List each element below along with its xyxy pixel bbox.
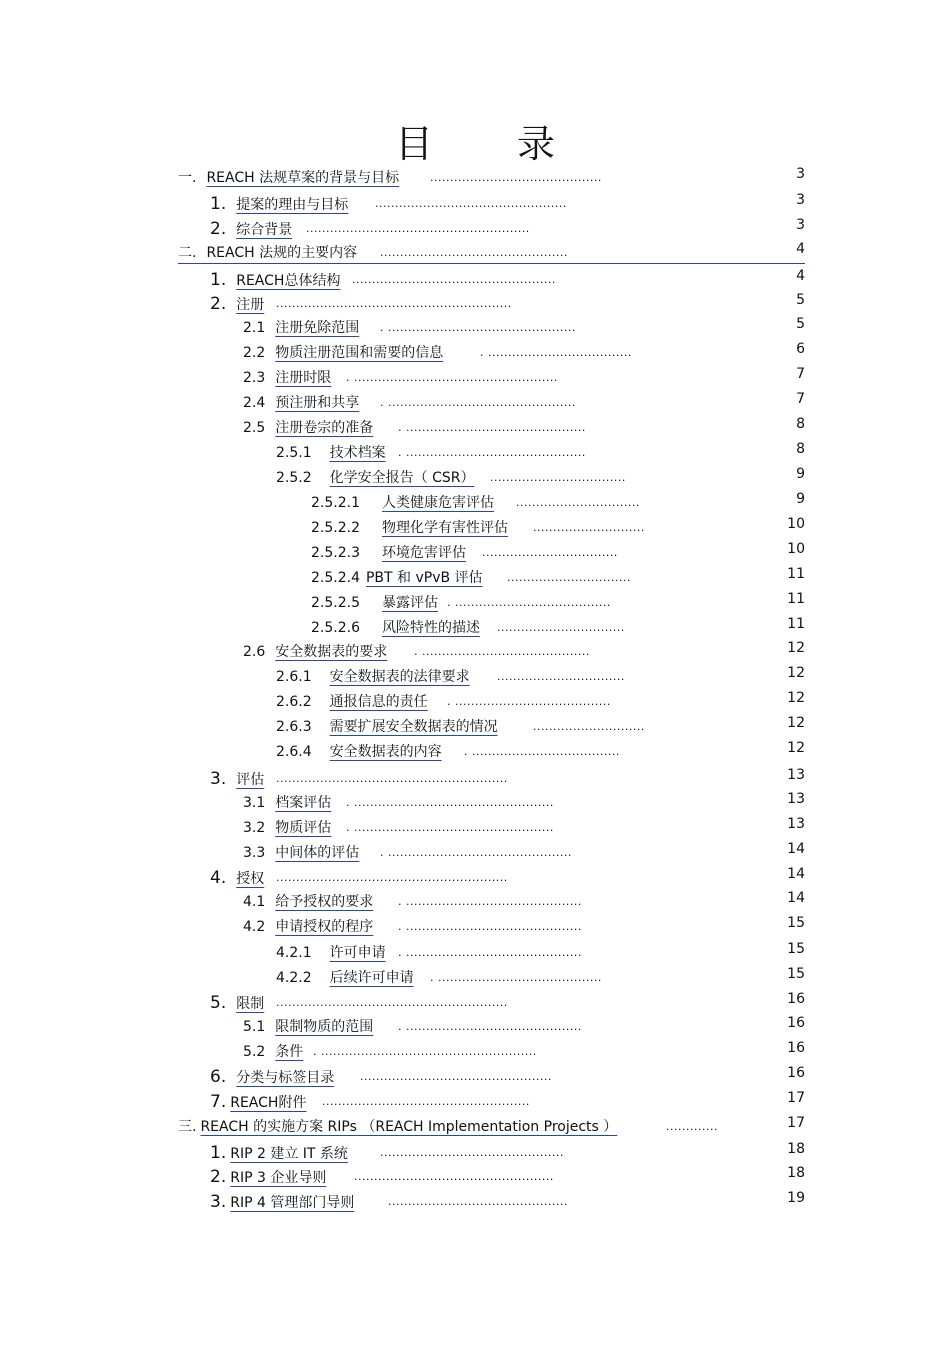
toc-entry-number: 2.6.2 bbox=[276, 694, 312, 710]
toc-entry-label: 注册 bbox=[236, 297, 265, 313]
toc-entry-number: 2. bbox=[210, 1167, 227, 1187]
toc-entry[interactable] bbox=[243, 816, 331, 840]
toc-entry-label: 许可申请 bbox=[329, 945, 386, 961]
toc-entry[interactable] bbox=[243, 416, 373, 440]
toc-page-number: 8 bbox=[796, 416, 805, 432]
toc-entry-number: 2.5.2 bbox=[276, 470, 312, 486]
toc-entry-number: 2.6.3 bbox=[276, 719, 312, 735]
toc-entry-label: 提案的理由与目标 bbox=[236, 197, 349, 213]
toc-entry[interactable] bbox=[243, 316, 359, 340]
toc-entry-number: 2. bbox=[210, 294, 227, 314]
dot-leader: ................................ bbox=[497, 621, 625, 634]
toc-entry-label: 通报信息的责任 bbox=[329, 694, 428, 710]
dot-leader: . ............................................. bbox=[398, 421, 586, 434]
toc-page-number: 15 bbox=[787, 915, 805, 931]
section-underline bbox=[178, 263, 805, 264]
toc-entry[interactable] bbox=[243, 391, 359, 415]
toc-entry[interactable] bbox=[311, 591, 438, 615]
toc-entry-label: 暴露评估 bbox=[381, 595, 438, 611]
toc-page-number: 12 bbox=[787, 690, 805, 706]
toc-entry-label: 预注册和共享 bbox=[275, 395, 360, 411]
toc-entry-label: 中间体的评估 bbox=[275, 845, 360, 861]
toc-page-number: 7 bbox=[796, 366, 805, 382]
toc-entry-number: 2.5.2.1 bbox=[311, 495, 360, 511]
dot-leader: . ............................................. bbox=[398, 446, 586, 459]
toc-entry[interactable] bbox=[210, 192, 348, 216]
toc-page-number: 11 bbox=[787, 616, 805, 632]
toc-page-number: 9 bbox=[796, 491, 805, 507]
toc-entry-label: REACH附件 bbox=[230, 1095, 307, 1111]
toc-entry[interactable] bbox=[311, 516, 508, 540]
toc-page-number: 4 bbox=[796, 268, 805, 284]
toc-entry-label: PBT 和 vPvB 评估 bbox=[365, 570, 483, 586]
toc-page-number: 14 bbox=[787, 841, 805, 857]
toc-page-number: 3 bbox=[796, 217, 805, 233]
dot-leader: . ..................................... bbox=[464, 745, 620, 758]
toc-entry-label: 注册时限 bbox=[275, 370, 332, 386]
dot-leader: ................................................... bbox=[352, 273, 556, 286]
toc-entry[interactable] bbox=[243, 1040, 303, 1064]
dot-leader: .................................. bbox=[490, 471, 626, 484]
toc-entry-number: 4.2.2 bbox=[276, 970, 312, 986]
dot-leader: ................................................ bbox=[360, 1070, 552, 1083]
toc-entry-number: 2.5.2.3 bbox=[311, 545, 360, 561]
toc-entry[interactable] bbox=[276, 690, 428, 714]
dot-leader: . ............................................ bbox=[398, 946, 582, 959]
toc-page-number: 14 bbox=[787, 866, 805, 882]
toc-entry-label: 物理化学有害性评估 bbox=[381, 520, 508, 536]
dot-leader: . .................................................. bbox=[346, 821, 554, 834]
toc-entry-number: 2.5 bbox=[243, 420, 266, 436]
toc-entry-number: 一. bbox=[178, 170, 197, 186]
toc-entry-number: 6. bbox=[210, 1067, 227, 1087]
toc-page-number: 8 bbox=[796, 441, 805, 457]
toc-entry-number: 3. bbox=[210, 1192, 227, 1212]
toc-entry-label: 风险特性的描述 bbox=[381, 620, 480, 636]
dot-leader: . .......................................... bbox=[414, 645, 590, 658]
toc-entry[interactable] bbox=[210, 1190, 354, 1214]
toc-page-number: 15 bbox=[787, 966, 805, 982]
toc-entry-number: 2.5.2.2 bbox=[311, 520, 360, 536]
dot-leader: ............................ bbox=[533, 521, 645, 534]
toc-page-number: 18 bbox=[787, 1141, 805, 1157]
toc-entry-label: 物质评估 bbox=[275, 820, 332, 836]
toc-page-number: 19 bbox=[787, 1190, 805, 1206]
toc-entry-number: 2.6 bbox=[243, 644, 266, 660]
dot-leader: .................................................... bbox=[322, 1095, 530, 1108]
dot-leader: ........................................... bbox=[430, 171, 602, 184]
toc-entry-number: 三. bbox=[178, 1119, 197, 1135]
toc-entry-label: 物质注册范围和需要的信息 bbox=[275, 345, 444, 361]
toc-entry-number: 1. bbox=[210, 270, 227, 290]
toc-entry-label: 综合背景 bbox=[236, 222, 293, 238]
toc-entry[interactable] bbox=[243, 1015, 373, 1039]
toc-entry-label: 人类健康危害评估 bbox=[381, 495, 494, 511]
toc-page-number: 5 bbox=[796, 316, 805, 332]
toc-entry[interactable] bbox=[178, 166, 399, 190]
dot-leader: . ......................................... bbox=[430, 971, 602, 984]
toc-entry[interactable] bbox=[311, 541, 466, 565]
toc-entry[interactable] bbox=[210, 1090, 306, 1114]
toc-entry-number: 3.1 bbox=[243, 795, 266, 811]
toc-entry-label: RIP 2 建立 IT 系统 bbox=[230, 1146, 348, 1162]
toc-page-number: 4 bbox=[796, 241, 805, 257]
toc-entry[interactable] bbox=[243, 841, 359, 865]
dot-leader: ................................ bbox=[497, 670, 625, 683]
toc-entry-number: 5.2 bbox=[243, 1044, 266, 1060]
toc-entry-label: 安全数据表的要求 bbox=[275, 644, 388, 660]
toc-page-number: 12 bbox=[787, 665, 805, 681]
toc-entry[interactable] bbox=[243, 915, 373, 939]
toc-page-number: 11 bbox=[787, 591, 805, 607]
toc-entry[interactable] bbox=[276, 740, 442, 764]
dot-leader: ............................................... bbox=[380, 246, 568, 259]
toc-page-number: 16 bbox=[787, 1065, 805, 1081]
toc-entry-label: 化学安全报告（ CSR） bbox=[329, 470, 475, 486]
toc-entry[interactable] bbox=[178, 1115, 617, 1139]
toc-entry-number: 2.5.2.6 bbox=[311, 620, 360, 636]
toc-entry-label: 需要扩展安全数据表的情况 bbox=[329, 719, 498, 735]
dot-leader: ............................... bbox=[507, 571, 631, 584]
toc-entry-number: 2.3 bbox=[243, 370, 266, 386]
dot-leader: . ............................................... bbox=[380, 396, 576, 409]
toc-page-number: 12 bbox=[787, 715, 805, 731]
toc-entry-label: 给予授权的要求 bbox=[275, 894, 374, 910]
dot-leader: . .................................................. bbox=[346, 796, 554, 809]
toc-entry-label: RIP 3 企业导则 bbox=[230, 1170, 327, 1186]
toc-page-number: 17 bbox=[787, 1090, 805, 1106]
toc-page-number: 16 bbox=[787, 1040, 805, 1056]
toc-entry[interactable] bbox=[210, 1141, 348, 1165]
toc-entry-number: 4.1 bbox=[243, 894, 266, 910]
toc-page-number: 6 bbox=[796, 341, 805, 357]
toc-entry[interactable] bbox=[276, 966, 414, 990]
toc-page-number: 10 bbox=[787, 516, 805, 532]
toc-entry[interactable] bbox=[210, 866, 264, 890]
toc-entry-label: 档案评估 bbox=[275, 795, 332, 811]
toc-page-number: 12 bbox=[787, 640, 805, 656]
toc-entry-label: 安全数据表的内容 bbox=[329, 744, 442, 760]
toc-page-number: 13 bbox=[787, 767, 805, 783]
dot-leader: .......................................................... bbox=[276, 996, 508, 1009]
toc-entry-label: RIP 4 管理部门导则 bbox=[230, 1195, 355, 1211]
dot-leader: .................................. bbox=[482, 546, 618, 559]
toc-entry-label: 条件 bbox=[275, 1044, 304, 1060]
toc-page-number: 16 bbox=[787, 1015, 805, 1031]
dot-leader: ............................ bbox=[533, 720, 645, 733]
toc-page-number: 18 bbox=[787, 1165, 805, 1181]
toc-entry-number: 2.1 bbox=[243, 320, 266, 336]
toc-entry[interactable] bbox=[311, 491, 494, 515]
dot-leader: . ....................................... bbox=[447, 695, 611, 708]
dot-leader: . ................................................... bbox=[346, 371, 558, 384]
toc-entry-number: 4.2 bbox=[243, 919, 266, 935]
toc-entry[interactable] bbox=[178, 241, 357, 265]
toc-page-number: 11 bbox=[787, 566, 805, 582]
toc-entry-number: 3. bbox=[210, 769, 227, 789]
toc-page-number: 3 bbox=[796, 166, 805, 182]
toc-entry-number: 3.2 bbox=[243, 820, 266, 836]
toc-entry-label: 注册卷宗的准备 bbox=[275, 420, 374, 436]
toc-entry-label: REACH 法规的主要内容 bbox=[206, 245, 358, 261]
toc-entry-label: 注册免除范围 bbox=[275, 320, 360, 336]
toc-page-number: 17 bbox=[787, 1115, 805, 1131]
toc-entry[interactable] bbox=[243, 366, 331, 390]
dot-leader: ............................... bbox=[516, 496, 640, 509]
dot-leader: ............. bbox=[666, 1120, 718, 1133]
toc-entry-number: 2. bbox=[210, 219, 227, 239]
toc-page-number: 16 bbox=[787, 991, 805, 1007]
toc-page-number: 7 bbox=[796, 391, 805, 407]
toc-page-number: 15 bbox=[787, 941, 805, 957]
toc-page-number: 10 bbox=[787, 541, 805, 557]
toc-entry[interactable] bbox=[243, 791, 331, 815]
toc-entry-number: 2.6.1 bbox=[276, 669, 312, 685]
toc-entry-number: 5. bbox=[210, 993, 227, 1013]
toc-entry[interactable] bbox=[311, 566, 483, 590]
page-title: 目 录 bbox=[394, 122, 592, 166]
dot-leader: ........................................................ bbox=[306, 222, 530, 235]
toc-entry[interactable] bbox=[210, 1165, 326, 1189]
toc-entry-number: 2.4 bbox=[243, 395, 266, 411]
toc-entry-label: 安全数据表的法律要求 bbox=[329, 669, 470, 685]
toc-entry-number: 2.5.2.4 bbox=[311, 570, 360, 586]
toc-entry-number: 2.2 bbox=[243, 345, 266, 361]
dot-leader: .......................................................... bbox=[276, 772, 508, 785]
toc-page-number: 9 bbox=[796, 466, 805, 482]
toc-page-number: 13 bbox=[787, 816, 805, 832]
dot-leader: ............................................. bbox=[388, 1195, 568, 1208]
toc-entry-number: 4. bbox=[210, 868, 227, 888]
toc-entry[interactable] bbox=[210, 292, 264, 316]
toc-entry[interactable] bbox=[210, 268, 340, 292]
toc-page-number: 14 bbox=[787, 890, 805, 906]
dot-leader: . ............................................ bbox=[398, 895, 582, 908]
toc-entry-label: REACH总体结构 bbox=[236, 273, 341, 289]
dot-leader: .......................................................... bbox=[276, 871, 508, 884]
dot-leader: ................................................ bbox=[375, 197, 567, 210]
toc-page-number: 5 bbox=[796, 292, 805, 308]
toc-entry[interactable] bbox=[243, 640, 387, 664]
dot-leader: . ............................................ bbox=[398, 920, 582, 933]
toc-entry-number: 3.3 bbox=[243, 845, 266, 861]
toc-entry-label: 环境危害评估 bbox=[381, 545, 466, 561]
toc-entry[interactable] bbox=[243, 890, 373, 914]
dot-leader: . ....................................... bbox=[447, 596, 611, 609]
toc-entry-number: 二. bbox=[178, 245, 197, 261]
toc-entry[interactable] bbox=[276, 941, 386, 965]
toc-page-number: 3 bbox=[796, 192, 805, 208]
toc-entry-label: 评估 bbox=[236, 772, 265, 788]
toc-entry[interactable] bbox=[210, 1065, 334, 1089]
toc-entry[interactable] bbox=[276, 665, 470, 689]
toc-entry[interactable] bbox=[210, 991, 264, 1015]
dot-leader: . ............................................... bbox=[380, 321, 576, 334]
dot-leader: . .............................................. bbox=[380, 846, 572, 859]
toc-entry-label: 申请授权的程序 bbox=[275, 919, 374, 935]
toc-entry[interactable] bbox=[243, 341, 443, 365]
toc-entry-number: 5.1 bbox=[243, 1019, 266, 1035]
toc-entry-number: 2.5.2.5 bbox=[311, 595, 360, 611]
dot-leader: .............................................. bbox=[380, 1146, 564, 1159]
toc-entry-label: 分类与标签目录 bbox=[236, 1070, 335, 1086]
toc-entry-number: 1. bbox=[210, 194, 227, 214]
toc-entry[interactable] bbox=[276, 441, 386, 465]
toc-entry[interactable] bbox=[311, 616, 480, 640]
toc-entry-number: 1. bbox=[210, 1143, 227, 1163]
toc-entry-number: 7. bbox=[210, 1092, 227, 1112]
toc-entry-number: 4.2.1 bbox=[276, 945, 312, 961]
dot-leader: .................................................. bbox=[354, 1170, 554, 1183]
toc-entry[interactable] bbox=[210, 767, 264, 791]
toc-page-number: 12 bbox=[787, 740, 805, 756]
toc-entry-label: 限制物质的范围 bbox=[275, 1019, 374, 1035]
dot-leader: ........................................................... bbox=[276, 297, 512, 310]
toc-entry-label: REACH 法规草案的背景与目标 bbox=[206, 170, 400, 186]
toc-entry[interactable] bbox=[210, 217, 292, 241]
toc-entry-label: 限制 bbox=[236, 996, 265, 1012]
toc-entry-label: 后续许可申请 bbox=[329, 970, 414, 986]
dot-leader: . ............................................ bbox=[398, 1020, 582, 1033]
toc-entry-number: 2.6.4 bbox=[276, 744, 312, 760]
dot-leader: . ...................................................... bbox=[313, 1045, 537, 1058]
toc-entry-label: 授权 bbox=[236, 871, 265, 887]
toc-entry[interactable] bbox=[276, 715, 498, 739]
toc-page-number: 13 bbox=[787, 791, 805, 807]
toc-entry[interactable] bbox=[276, 466, 474, 490]
dot-leader: . .................................... bbox=[480, 346, 632, 359]
toc-entry-label: REACH 的实施方案 RIPs （REACH Implementation Projects ） bbox=[200, 1119, 618, 1135]
toc-entry-label: 技术档案 bbox=[329, 445, 386, 461]
toc-entry-number: 2.5.1 bbox=[276, 445, 312, 461]
